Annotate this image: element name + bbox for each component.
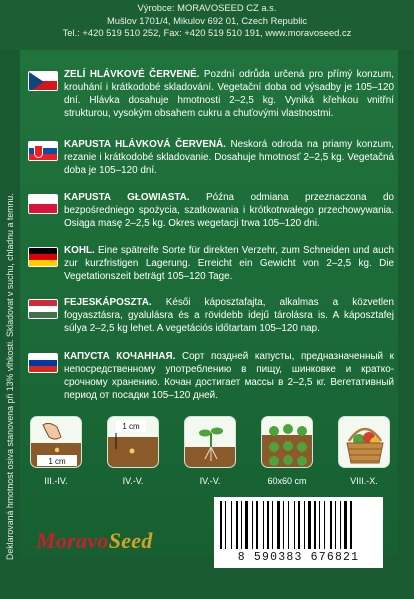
barcode-bar: [306, 501, 307, 549]
producer-contact: Tel.: +420 519 510 252, Fax: +420 519 510 191, www.moravoseed.cz: [62, 27, 352, 38]
hungarian-flag-icon: [28, 299, 58, 319]
icon-inner-label: 1 cm: [122, 422, 140, 431]
variety-description: Сорт поздней капусты, предназначенный к непосредственному употреблению в пищу, шинковке и кратко-срочному хранению. Кочан достигает массы в 2–2,5 кг. Вегетативный период от посадки 105–120 дней.: [64, 351, 395, 401]
barcode-bar: [308, 501, 311, 549]
barcode-bar: [252, 501, 253, 549]
barcode-bar: [236, 501, 238, 549]
producer-name: Výrobce: MORAVOSEED CZ a.s.: [137, 2, 277, 13]
barcode-bar: [350, 501, 352, 549]
barcode-bar: [324, 501, 325, 549]
barcode-bar: [233, 501, 235, 549]
barcode-bar: [267, 501, 269, 549]
barcode-bar: [335, 501, 336, 549]
harvest-basket-icon: [338, 416, 390, 468]
czech-flag-icon: [28, 71, 58, 91]
barcode-bar: [231, 501, 232, 549]
german-flag-icon: [28, 247, 58, 267]
variety-text: [64, 68, 394, 120]
icon-label: IV.-V.: [122, 476, 144, 486]
barcode-bar: [317, 501, 318, 549]
barcode-bar: [245, 501, 248, 549]
variety-description: Késői káposztafajta, alkalmas a közvetlen fogyasztásra, gyalulásra és a rövidebb idejű tárolásra is. A káposztafej súlya 2–2,5 kg lehet. A vegetációs időtartam 105–120 nap.: [64, 297, 394, 334]
variety-name: FEJESKÁPOSZTA.: [64, 297, 152, 308]
variety-name: KOHL.: [64, 245, 95, 256]
barcode-bar: [326, 501, 329, 549]
icon-label: VIII.-X.: [350, 476, 378, 486]
barcode-bar: [272, 501, 273, 549]
russian-flag-icon: [28, 353, 58, 373]
barcode-bar: [263, 501, 264, 549]
variety-text: [64, 296, 394, 335]
barcode-bar: [243, 501, 244, 549]
barcode-bar: [281, 501, 282, 549]
variety-description: Pozdní odrůda určená pro přímý konzum, krouhání i krátkodobé skladování. Vegetační doba od výsadby je 105–120 dní. Hlávka dosahuje hmotnosti 2–2,5 kg. Vyniká křehkou vnitřní strukturou, vysokým obsahem cukru a chuťovými vlastnostmi.: [64, 69, 394, 119]
variety-text: [64, 350, 394, 402]
barcode-bar: [301, 501, 303, 549]
barcode-bar: [241, 501, 242, 549]
cultivation-icons: [30, 416, 390, 496]
barcode-bar: [312, 501, 313, 549]
variety-description: Eine spätreife Sorte für direkten Verzehr, zum Schneiden und auch zur kurzfristigen Lagerung. Erreicht ein Gewicht von 2–2,5 kg. Die Vegetationszeit beträgt 105–120 Tage.: [64, 245, 394, 282]
barcode-bar: [337, 501, 339, 549]
variety-text: [64, 244, 394, 283]
barcode-bar: [288, 501, 289, 549]
icon-label: III.-IV.: [44, 476, 68, 486]
barcode-bar: [254, 501, 255, 549]
icon-inner-label: 1 cm: [48, 457, 66, 466]
barcode-bar: [259, 501, 262, 549]
brand-logo-part2: Seed: [108, 528, 153, 553]
barcode-bar: [304, 501, 305, 549]
barcode-bar: [348, 501, 349, 549]
icon-label: IV.-V.: [199, 476, 221, 486]
variety-text: [64, 191, 394, 230]
icon-label: 60x60 cm: [267, 476, 307, 486]
variety-name: KAPUSTA GŁOWIASTA.: [64, 192, 190, 203]
barcode: [214, 497, 383, 568]
barcode-bar: [265, 501, 266, 549]
barcode-bar: [314, 501, 316, 549]
barcode-bar: [256, 501, 258, 549]
barcode-bar: [298, 501, 300, 549]
barcode-bar: [296, 501, 297, 549]
transplant-icon: [184, 416, 236, 468]
barcode-bar: [283, 501, 284, 549]
barcode-bar: [227, 501, 230, 549]
variety-name: КАПУСТА КОЧАННАЯ.: [64, 351, 176, 362]
barcode-bar: [274, 501, 276, 549]
barcode-bar: [290, 501, 293, 549]
polish-flag-icon: [28, 194, 58, 214]
producer-info: [0, 0, 414, 50]
sowing-depth-pot-icon: [107, 416, 159, 468]
barcode-bar: [319, 501, 320, 549]
producer-address: Mušlov 1701/4, Mikulov 692 01, Czech Republic: [106, 14, 308, 26]
barcode-bar: [239, 501, 240, 549]
barcode-bar: [223, 501, 224, 549]
variety-name: ZELÍ HLÁVKOVÉ ČERVENÉ.: [64, 69, 200, 80]
barcode-bar: [270, 501, 271, 549]
barcode-bars: [220, 501, 377, 549]
barcode-bar: [333, 501, 334, 549]
variety-name: KAPUSTA HLÁVKOVÁ ČERVENÁ.: [64, 139, 226, 150]
barcode-bar: [220, 501, 222, 549]
sowing-depth-icon: [30, 416, 82, 468]
slovak-flag-icon: [28, 141, 58, 161]
storage-note: Deklarovaná hmotnost osiva stanovena při 13% vlhkosti. Skladovat v suchu, chladnu a temnu.: [5, 193, 15, 560]
brand-logo: [36, 528, 153, 554]
barcode-bar: [342, 501, 343, 549]
barcode-bar: [321, 501, 323, 549]
barcode-number: 8 590383 676821: [237, 551, 360, 564]
barcode-bar: [294, 501, 295, 549]
barcode-bar: [285, 501, 287, 549]
barcode-bar: [277, 501, 280, 549]
brand-logo-part1: Moravo: [36, 528, 109, 553]
barcode-bar: [330, 501, 332, 549]
barcode-bar: [249, 501, 251, 549]
barcode-bar: [340, 501, 341, 549]
variety-description: Późna odmiana przeznaczona do bezpośredniego spożycia, szatkowania i krótkotrwałego przechowywania. Osiąga masę 2–2,5 kg. Okres wegetacji trwa 105–120 dni.: [64, 192, 394, 229]
variety-text: [64, 138, 394, 177]
barcode-bar: [225, 501, 226, 549]
spacing-grid-icon: [261, 416, 313, 468]
variety-description: Neskorá odroda na priamy konzum, rezanie i krátkodobé skladovanie. Dosahuje hmotnosť 2–2,5 kg. Vegetačná doba je 105–120 dní.: [64, 139, 394, 176]
barcode-bar: [344, 501, 347, 549]
